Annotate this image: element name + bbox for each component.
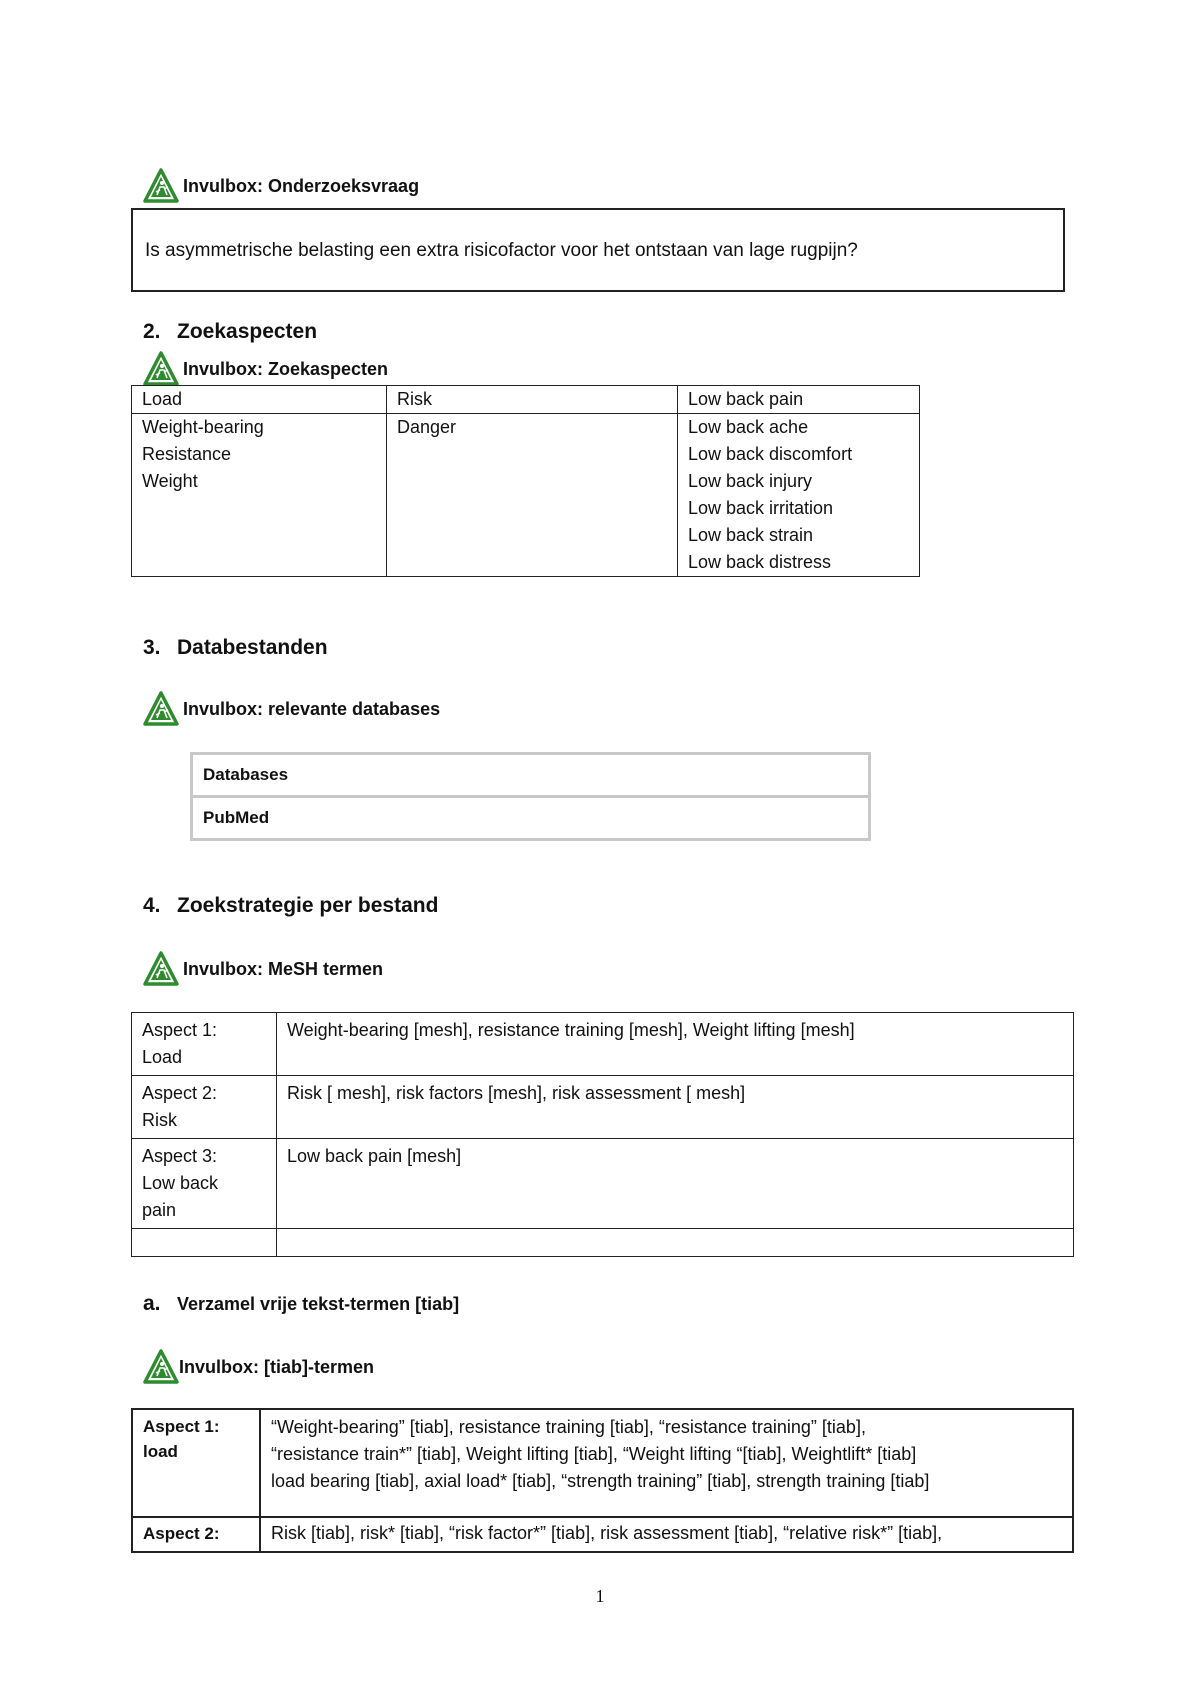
warning-icon — [143, 168, 179, 204]
table-row — [132, 1517, 1073, 1552]
databases-label: Invulbox: relevante databases — [143, 691, 440, 727]
header-low-back-pain: Low back pain — [678, 386, 920, 414]
aspect-cell: Aspect 2: Risk — [132, 1076, 277, 1139]
onderzoeksvraag-label: Invulbox: Onderzoeksvraag — [143, 168, 419, 204]
zoekaspecten-table — [131, 385, 920, 577]
databases-table — [190, 752, 871, 841]
mesh-terms-cell: Risk [ mesh], risk factors [mesh], risk assessment [ mesh] — [277, 1076, 1074, 1139]
header-load: Load — [132, 386, 387, 414]
empty-cell — [132, 1229, 277, 1257]
mesh-table — [131, 1012, 1074, 1257]
onderzoeksvraag-box — [131, 208, 1065, 292]
tiab-terms-cell: Risk [tiab], risk* [tiab], “risk factor*” [tiab], risk assessment [tiab], “relative risk*” [tiab], — [260, 1517, 1073, 1552]
risk-terms: Danger — [387, 414, 678, 577]
onderzoeksvraag-text: Is asymmetrische belasting een extra risicofactor voor het ontstaan van lage rugpijn? — [145, 240, 858, 261]
table-row-empty — [132, 1229, 1074, 1257]
table-row — [132, 1409, 1073, 1517]
aspect-cell: Aspect 1: Load — [132, 1013, 277, 1076]
tiab-terms-cell: “Weight-bearing” [tiab], resistance training [tiab], “resistance training” [tiab], “resistance train*” [tiab], Weight lifting [tiab], “Weight lifting “[tiab], Weightlift* [tiab] load bearing [tiab], axial load* [tiab], “strength training” [tiab], strength training [tiab] — [260, 1409, 1073, 1517]
mesh-terms-cell: Weight-bearing [mesh], resistance training [mesh], Weight lifting [mesh] — [277, 1013, 1074, 1076]
mesh-label: Invulbox: MeSH termen — [143, 951, 383, 987]
table-row — [132, 1013, 1074, 1076]
warning-icon — [143, 1349, 179, 1385]
table-row — [132, 1076, 1074, 1139]
mesh-terms-cell: Low back pain [mesh] — [277, 1139, 1074, 1229]
section-2-heading: 2. Zoekaspecten — [143, 320, 318, 343]
empty-cell — [277, 1229, 1074, 1257]
databases-header: Databases — [192, 754, 870, 797]
warning-icon — [143, 951, 179, 987]
aspect-cell: Aspect 1: load — [132, 1409, 260, 1517]
warning-icon — [143, 691, 179, 727]
aspect-cell: Aspect 3: Low back pain — [132, 1139, 277, 1229]
aspect-cell: Aspect 2: — [132, 1517, 260, 1552]
header-risk: Risk — [387, 386, 678, 414]
section-3-heading: 3. Databestanden — [143, 636, 328, 659]
tiab-table — [131, 1408, 1074, 1553]
low-back-pain-terms: Low back ache Low back discomfort Low back injury Low back irritation Low back strain Low back distress — [678, 414, 920, 577]
section-4-heading: 4. Zoekstrategie per bestand — [143, 894, 439, 917]
table-row — [132, 1139, 1074, 1229]
warning-icon — [143, 351, 179, 387]
database-pubmed: PubMed — [192, 797, 870, 840]
load-terms: Weight-bearing Resistance Weight — [132, 414, 387, 577]
zoekaspecten-label: Invulbox: Zoekaspecten — [143, 351, 388, 387]
page-number: 1 — [595, 1586, 605, 1606]
tiab-label: Invulbox: [tiab]-termen — [143, 1349, 374, 1385]
section-a-heading: a. Verzamel vrije tekst-termen [tiab] — [143, 1292, 460, 1315]
